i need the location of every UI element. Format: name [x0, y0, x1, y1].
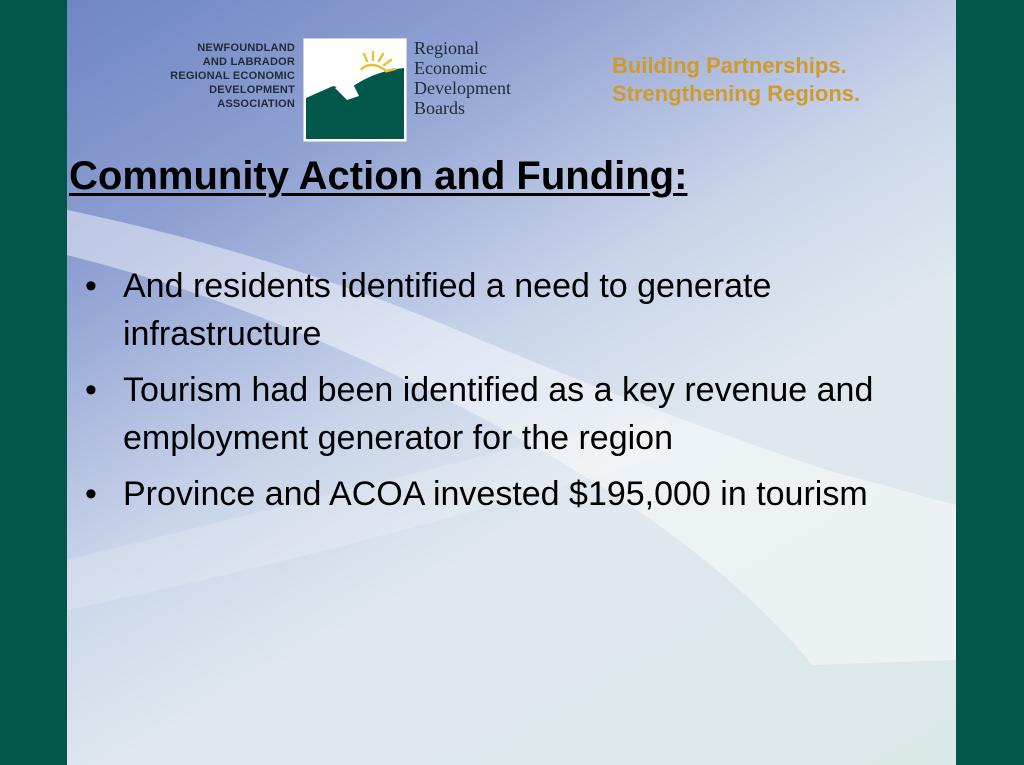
- bullet-marker: •: [85, 475, 97, 513]
- org-name-line: DEVELOPMENT: [209, 84, 295, 96]
- bullet-marker: •: [85, 267, 97, 305]
- tagline: [612, 52, 860, 108]
- bullet-item: [85, 262, 915, 358]
- slide-title: Community Action and Funding:: [69, 154, 688, 198]
- board-name-line: Regional: [414, 38, 479, 58]
- board-name-line: Economic: [414, 58, 487, 78]
- board-name: [414, 38, 511, 118]
- bullet-marker: •: [85, 371, 97, 409]
- org-name-line: NEWFOUNDLAND: [197, 42, 295, 54]
- org-name-line: AND LABRADOR: [202, 56, 295, 68]
- bullet-list: [85, 262, 915, 526]
- org-name-line: ASSOCIATION: [217, 98, 295, 110]
- board-name-line: Boards: [414, 98, 465, 118]
- board-name-line: Development: [414, 78, 511, 98]
- bullet-text: Tourism had been identified as a key revenue and employment generator for the region: [123, 371, 874, 457]
- bullet-item: [85, 366, 915, 462]
- bullet-text: Province and ACOA invested $195,000 in tourism: [123, 475, 868, 513]
- bullet-text: And residents identified a need to generate infrastructure: [123, 267, 772, 353]
- tagline-line: Strengthening Regions.: [612, 81, 861, 106]
- tagline-line: Building Partnerships.: [612, 53, 847, 78]
- org-name-line: REGIONAL ECONOMIC: [170, 70, 295, 82]
- logo-icon: [303, 38, 407, 142]
- bullet-item: [85, 470, 915, 518]
- org-name: [163, 41, 295, 111]
